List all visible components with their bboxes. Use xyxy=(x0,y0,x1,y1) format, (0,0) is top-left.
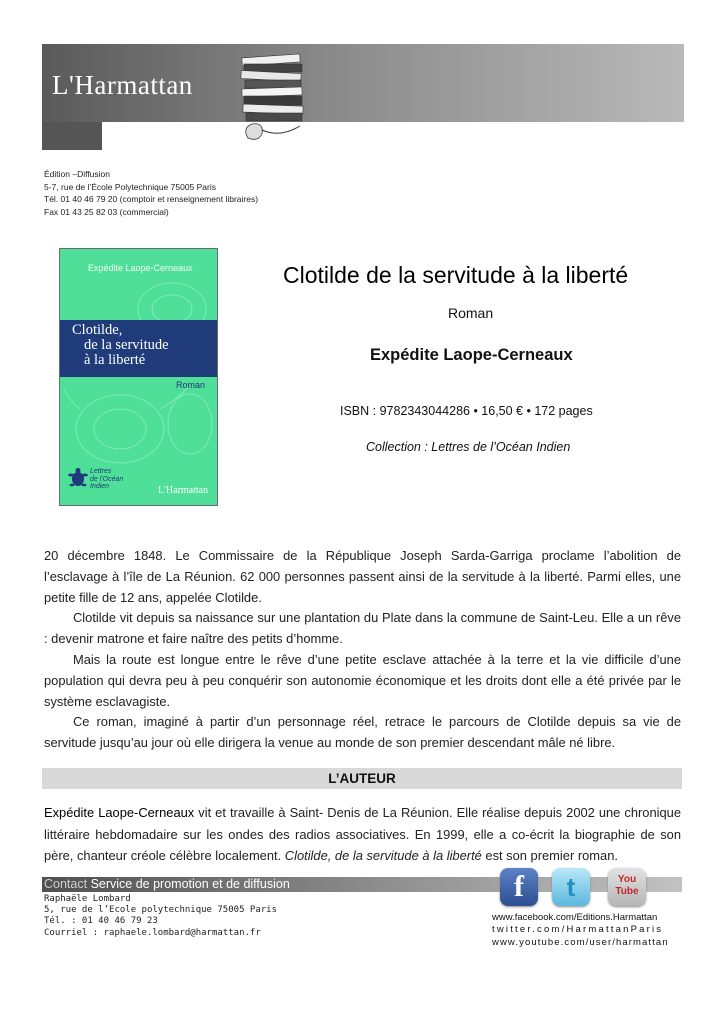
description-paragraph: Mais la route est longue entre le rêve d’une petite esclave attachée à la terre et la vie difficile d’une population qui devra peu à peu conquérir son autonomie économique et les droits dont elle a été privée par le système esclavagiste. xyxy=(44,651,681,709)
author-bio-text-end: est son premier roman. xyxy=(481,848,618,864)
twitter-glyph: t xyxy=(566,872,576,902)
author-name: Expédite Laope-Cerneaux xyxy=(44,805,195,820)
description-paragraph: Clotilde vit depuis sa naissance sur une plantation du Plate dans la commune de Saint-Leu. Elle a un rêve : devenir matrone et faire naître des petits d’homme. xyxy=(44,610,681,647)
description-paragraph: Ce roman, imaginé à partir d’un personnage réel, retrace le parcours de Clotilde depuis sa vie de servitude jusqu’au jour où elle dirigera la venue au monde de son premier descendant mâle né libre. xyxy=(44,714,681,751)
publisher-address xyxy=(44,168,258,218)
cover-author: Expédite Laope-Cerneaux xyxy=(88,263,193,273)
description-paragraph: 20 décembre 1848. Le Commissaire de la République Joseph Sarda-Garriga proclame l’abolition de l’esclavage à l’île de La Réunion. 62 000 personnes passent ainsi de la servitude à la liberté. Parmi elles, une petite fille de 12 ans, appelée Clotilde. xyxy=(44,548,681,605)
facebook-glyph: f xyxy=(514,870,524,903)
contact-label-text: Contact xyxy=(44,877,88,891)
book-title: Clotilde de la servitude à la liberté xyxy=(283,262,629,288)
header-banner-tab xyxy=(42,122,102,150)
book-isbn-price-pages: ISBN : 9782343044286 • 16,50 € • 172 pages xyxy=(340,404,593,418)
cover-collection xyxy=(90,468,123,491)
publisher-street-line: 5-7, rue de l’École Polytechnique 75005 Paris xyxy=(44,181,216,192)
cover-collection-line: de l'Océan xyxy=(90,475,124,483)
cover-title-line: de la servitude xyxy=(84,337,169,353)
cover-genre: Roman xyxy=(176,380,206,390)
author-bio-text: vit et travaille à Saint- Denis de La Réunion. Elle réalise depuis 2002 une chronique littéraire hebdomadaire sur les ondes des radios associatives. En 1999, elle a co-écrit la biographie de son père, chanteur créole célèbre localement. xyxy=(44,805,681,864)
publisher-fax-line: Fax 01 43 25 82 03 (commercial) xyxy=(44,206,169,217)
twitter-link[interactable]: twitter.com/HarmattanParis xyxy=(492,924,664,936)
facebook-link[interactable]: www.facebook.com/Editions.Harmattan xyxy=(492,912,658,923)
twitter-icon[interactable] xyxy=(552,868,590,906)
contact-service: Service de promotion et de diffusion xyxy=(90,877,290,891)
contact-address: 5, rue de l’Ecole polytechnique 75005 Paris xyxy=(44,905,277,916)
facebook-icon[interactable] xyxy=(500,868,538,906)
author-bio-book-title: Clotilde, de la servitude à la liberté xyxy=(284,848,482,864)
social-links xyxy=(492,912,669,949)
publisher-phone-line: Tél. 01 40 46 79 20 (comptoir et renseignement libraires) xyxy=(44,194,259,204)
cover-title xyxy=(72,323,169,368)
author-bio xyxy=(44,802,681,867)
cover-collection-line: Indien xyxy=(90,483,110,490)
contact-label xyxy=(44,877,290,892)
books-mouse-illustration xyxy=(240,46,310,144)
contact-email[interactable]: Courriel : raphaele.lombard@harmattan.fr xyxy=(44,927,261,938)
author-section-heading: L’AUTEUR xyxy=(42,768,682,789)
book-genre: Roman xyxy=(448,305,494,321)
youtube-glyph: You Tube xyxy=(615,874,639,897)
cover-title-line: Clotilde, xyxy=(72,322,123,338)
book-cover[interactable] xyxy=(59,248,218,506)
contact-details xyxy=(44,894,277,939)
contact-name: Raphaële Lombard xyxy=(44,894,131,904)
cover-publisher-logo: L'Harmattan xyxy=(158,485,209,496)
cover-title-line: à la liberté xyxy=(84,352,146,368)
book-author: Expédite Laope-Cerneaux xyxy=(370,346,573,364)
turtle-icon xyxy=(68,467,88,489)
cover-collection-line: Lettres xyxy=(90,468,112,475)
publisher-logo[interactable]: L'Harmattan xyxy=(52,70,193,100)
publisher-edition-line: Édition –Diffusion xyxy=(44,169,110,179)
youtube-icon[interactable] xyxy=(608,868,646,906)
book-collection: Collection : Lettres de l’Océan Indien xyxy=(366,440,571,454)
youtube-link[interactable]: www.youtube.com/user/harmattan xyxy=(492,936,669,948)
contact-phone: Tél. : 01 40 46 79 23 xyxy=(44,916,158,927)
book-description xyxy=(44,546,681,754)
